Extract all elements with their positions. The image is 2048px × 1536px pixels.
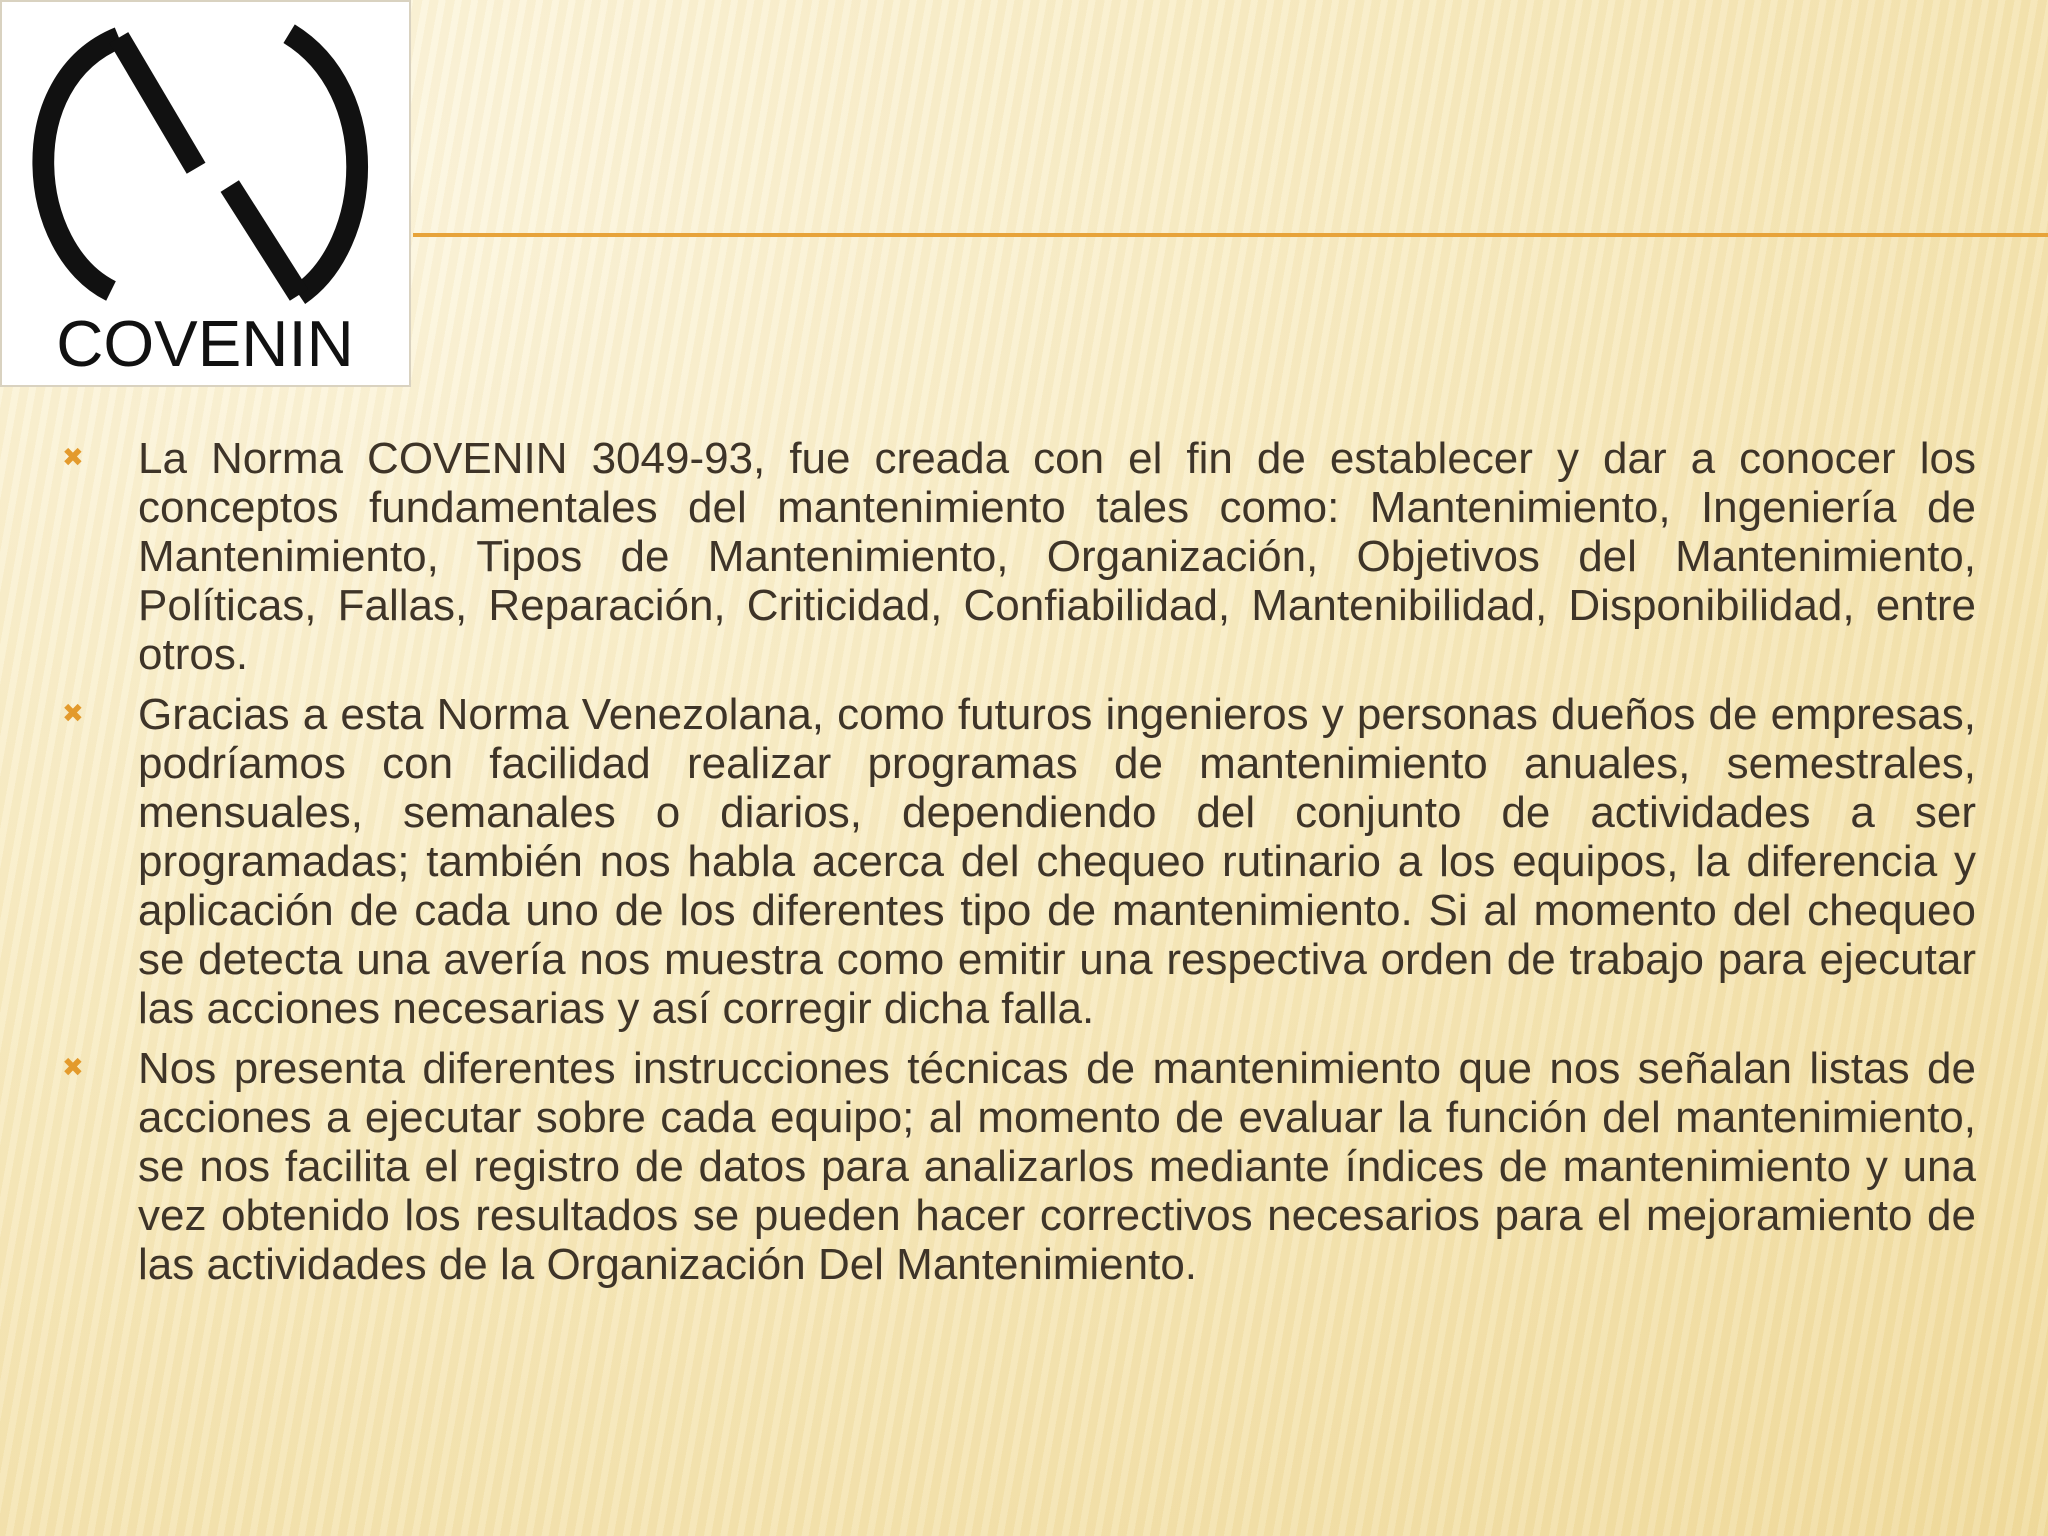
bullet-item (62, 1044, 1976, 1289)
bullet-list (62, 434, 1976, 1300)
x-bullet-icon: ✖ (62, 443, 84, 473)
logo-text: COVENIN (56, 307, 354, 381)
logo-lower-stroke (230, 186, 299, 295)
logo-upper-stroke (119, 38, 196, 169)
bullet-text: Nos presenta diferentes instrucciones técnicas de mantenimiento que nos señalan listas de acciones a ejecutar sobre cada equipo; al momento de evaluar la función del mantenimiento, se nos facilita el registro de datos para analizarlos mediante índices de mantenimiento y una vez obtenido los resultados se pueden hacer correctivos necesarios para el mejoramiento de las actividades de la Organización Del Mantenimiento. (138, 1044, 1976, 1289)
covenin-logo-icon (2, 2, 409, 385)
bullet-text: Gracias a esta Norma Venezolana, como futuros ingenieros y personas dueños de empresas, podríamos con facilidad realizar programas de mantenimiento anuales, semestrales, mensuales, semanales o diarios, dependiendo del conjunto de actividades a ser programadas; también nos habla acerca del chequeo rutinario a los equipos, la diferencia y aplicación de cada uno de los diferentes tipo de mantenimiento. Si al momento del chequeo se detecta una avería nos muestra como emitir una respectiva orden de trabajo para ejecutar las acciones necesarias y así corregir dicha falla. (138, 690, 1976, 1033)
title-divider (413, 233, 2048, 237)
logo-left-arc (43, 38, 119, 291)
bullet-item (62, 690, 1976, 1033)
x-bullet-icon: ✖ (62, 699, 84, 729)
x-bullet-icon: ✖ (62, 1053, 84, 1083)
logo-right-arc (289, 34, 357, 295)
bullet-item (62, 434, 1976, 679)
bullet-text: La Norma COVENIN 3049-93, fue creada con el fin de establecer y dar a conocer los conceptos fundamentales del mantenimiento tales como: Mantenimiento, Ingeniería de Mantenimiento, Tipos de Mantenimiento, Organización, Objetivos del Mantenimiento, Políticas, Fallas, Reparación, Criticidad, Confiabilidad, Mantenibilidad, Disponibilidad, entre otros. (138, 434, 1976, 679)
covenin-logo (0, 0, 411, 387)
